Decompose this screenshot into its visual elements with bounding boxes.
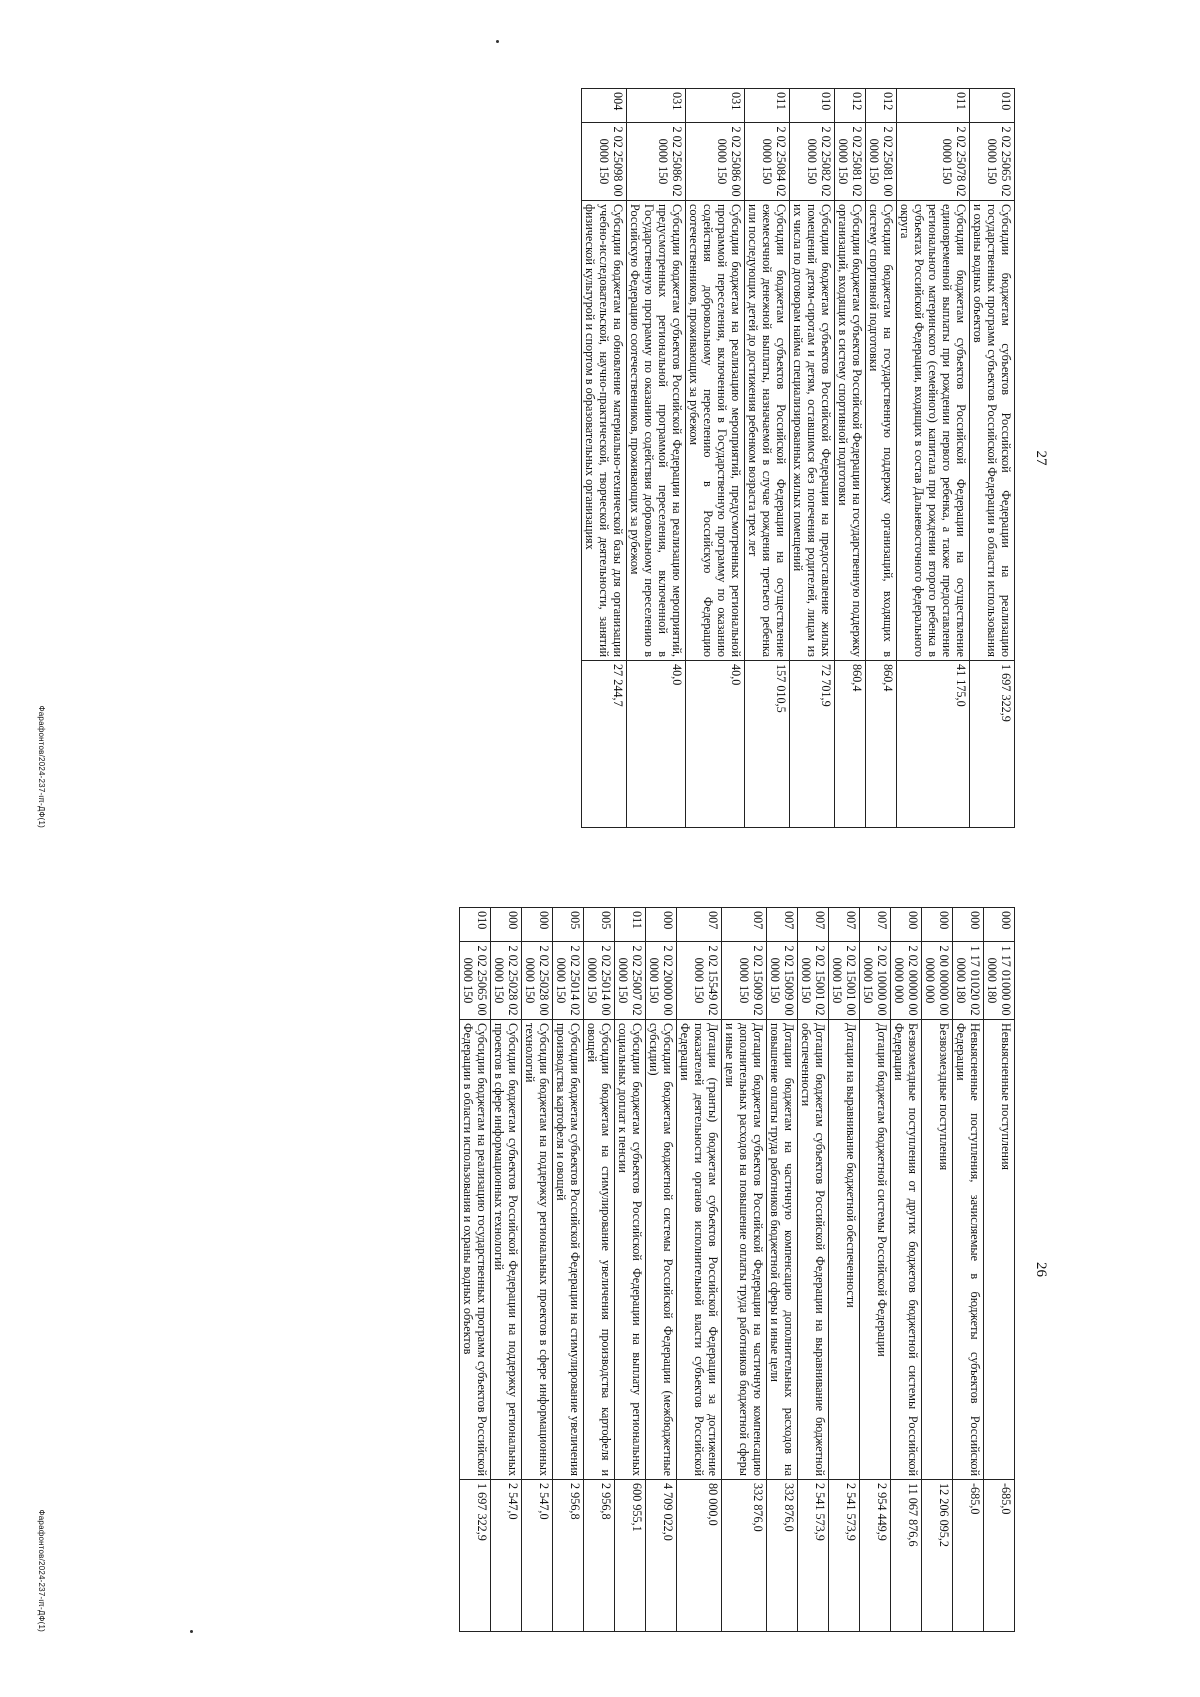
admin-code-cell: 000 (491, 908, 522, 942)
budget-code-cell: 2 02 25082 02 0000 150 (790, 123, 835, 201)
budget-code-cell: 2 02 25078 02 0000 150 (897, 123, 970, 201)
page-number: 27 (1033, 450, 1049, 466)
budget-code-cell: 2 02 15001 00 0000 150 (829, 942, 860, 1020)
table-row (553, 908, 584, 1632)
table-row (835, 89, 866, 828)
budget-code-cell: 2 02 15009 02 0000 150 (722, 942, 767, 1020)
amount-cell: 72 701,9 (790, 661, 835, 828)
amount-cell: 1 697 322,9 (970, 661, 1015, 828)
admin-code-cell: 007 (767, 908, 798, 942)
budget-code-cell: 2 02 25028 02 0000 150 (491, 942, 522, 1020)
amount-cell: 40,0 (686, 661, 745, 828)
revenue-name-cell: Субсидии бюджетам на стимулирование увеличения производства картофеля и овощей (584, 1020, 615, 1480)
amount-cell: 332 876,0 (722, 1480, 767, 1632)
revenue-name-cell: Субсидии бюджетам субъектов Российской Федерации на государственную поддержку организаций, входящих в систему спортивной подготовки (835, 201, 866, 661)
admin-code-cell: 000 (984, 908, 1015, 942)
budget-code-cell: 1 17 01000 00 0000 180 (984, 942, 1015, 1020)
revenue-name-cell: Субсидии бюджетам на обновление материально-технической базы для организации учебно-исследовательской, научно-практической, творческой деятельности, занятий физической культурой и спортом в образовательных организациях (582, 201, 627, 661)
amount-cell: 27 244,7 (582, 661, 627, 828)
admin-code-cell: 007 (860, 908, 891, 942)
budget-code-cell: 2 02 25065 02 0000 150 (970, 123, 1015, 201)
revenue-name-cell: Дотации бюджетам субъектов Российской Федерации на частичную компенсацию дополнительных расходов на повышение оплаты труда работников бюджетной сферы и иные цели (722, 1020, 767, 1480)
table-row (627, 89, 686, 828)
amount-cell: 12 206 095,2 (922, 1480, 953, 1632)
table-row (615, 908, 646, 1632)
revenue-name-cell: Субсидии бюджетам субъектов Российской Федерации на осуществление ежемесячной денежной выплаты, назначаемой в случае рождения третьего ребенка или последующих детей до достижения ребенком возраста трех лет (745, 201, 790, 661)
revenue-table (581, 88, 1015, 828)
table-row (745, 89, 790, 828)
admin-code-cell: 011 (615, 908, 646, 942)
admin-code-cell: 010 (970, 89, 1015, 123)
table-body (460, 908, 1015, 1632)
page-27 (37, 88, 1049, 828)
scan-speck (496, 40, 499, 43)
amount-cell: 2 541 573,9 (829, 1480, 860, 1632)
budget-code-cell: 2 02 25084 02 0000 150 (745, 123, 790, 201)
admin-code-cell: 007 (722, 908, 767, 942)
table-row (582, 89, 627, 828)
budget-code-cell: 2 02 20000 00 0000 150 (646, 942, 677, 1020)
amount-cell: 157 010,5 (745, 661, 790, 828)
table-row (722, 908, 767, 1632)
document-footer: Фарафонтов/2024-237-ιπ-ДФ(1) (37, 705, 46, 828)
document-footer: Фарафонтов/2024-237-ιπ-ДФ(1) (37, 1509, 46, 1632)
budget-code-cell: 2 02 00000 00 0000 000 (891, 942, 922, 1020)
amount-cell: 2 547,0 (491, 1480, 522, 1632)
revenue-name-cell: Субсидии бюджетам субъектов Российской Федерации на предоставление жилых помещений детям-сиротам и детям, оставшимся без попечения родителей, лицам из их числа по договорам найма специализированных жилых помещений (790, 201, 835, 661)
amount-cell: 2 954 449,9 (860, 1480, 891, 1632)
revenue-name-cell: Дотации бюджетам субъектов Российской Федерации на выравнивание бюджетной обеспеченности (798, 1020, 829, 1480)
budget-code-cell: 2 02 25014 00 0000 150 (584, 942, 615, 1020)
admin-code-cell: 007 (829, 908, 860, 942)
budget-code-cell: 2 02 25098 00 0000 150 (582, 123, 627, 201)
budget-code-cell: 2 02 15009 00 0000 150 (767, 942, 798, 1020)
table-row (677, 908, 722, 1632)
revenue-name-cell: Дотации (гранты) бюджетам субъектов Российской Федерации за достижение показателей деятельности органов исполнительной власти субъектов Российской Федерации (677, 1020, 722, 1480)
admin-code-cell: 010 (460, 908, 491, 942)
budget-code-cell: 2 00 00000 00 0000 000 (922, 942, 953, 1020)
budget-code-cell: 2 02 25081 02 0000 150 (835, 123, 866, 201)
page-number: 26 (1033, 1262, 1049, 1277)
amount-cell: 4 709 022,0 (646, 1480, 677, 1632)
revenue-name-cell: Дотации бюджетам на частичную компенсацию дополнительных расходов на повышение оплаты труда работников бюджетной сферы и иные цели (767, 1020, 798, 1480)
table-row (491, 908, 522, 1632)
admin-code-cell: 007 (677, 908, 722, 942)
budget-code-cell: 2 02 10000 00 0000 150 (860, 942, 891, 1020)
table-row (866, 89, 897, 828)
table-row (860, 908, 891, 1632)
amount-cell: -685,0 (953, 1480, 984, 1632)
table-row (798, 908, 829, 1632)
table-row (922, 908, 953, 1632)
amount-cell: 2 956,8 (553, 1480, 584, 1632)
admin-code-cell: 012 (835, 89, 866, 123)
table-body (582, 89, 1015, 828)
amount-cell: 80 000,0 (677, 1480, 722, 1632)
amount-cell: 2 541 573,9 (798, 1480, 829, 1632)
revenue-name-cell: Субсидии бюджетам субъектов Российской Федерации на реализацию государственных программ субъектов Российской Федерации в области использования и охраны водных объектов (970, 201, 1015, 661)
table-row (646, 908, 677, 1632)
amount-cell: 1 697 322,9 (460, 1480, 491, 1632)
budget-code-cell: 2 02 25014 02 0000 150 (553, 942, 584, 1020)
revenue-name-cell: Субсидии бюджетам субъектов Российской Федерации на осуществление единовременной выплаты при рождении первого ребенка, а также предоставление регионального материнского (семейного) капитала при рождении второго ребенка в субъектах Российской Федерации, входящих в состав Дальневосточного федерального округа (897, 201, 970, 661)
table-row (584, 908, 615, 1632)
table-row (686, 89, 745, 828)
admin-code-cell: 005 (553, 908, 584, 942)
amount-cell: 11 067 876,6 (891, 1480, 922, 1632)
table-row (522, 908, 553, 1632)
revenue-name-cell: Субсидии бюджетам на поддержку региональных проектов в сфере информационных технологий (522, 1020, 553, 1480)
admin-code-cell: 031 (627, 89, 686, 123)
admin-code-cell: 011 (897, 89, 970, 123)
amount-cell: 2 956,8 (584, 1480, 615, 1632)
amount-cell: 860,4 (866, 661, 897, 828)
admin-code-cell: 012 (866, 89, 897, 123)
admin-code-cell: 005 (584, 908, 615, 942)
table-row (891, 908, 922, 1632)
admin-code-cell: 004 (582, 89, 627, 123)
revenue-name-cell: Невыясненные поступления (984, 1020, 1015, 1480)
budget-code-cell: 2 02 25081 00 0000 150 (866, 123, 897, 201)
table-row (790, 89, 835, 828)
revenue-name-cell: Субсидии бюджетам субъектов Российской Федерации на выплату региональных социальных доплат к пенсии (615, 1020, 646, 1480)
revenue-name-cell: Безвозмездные поступления (922, 1020, 953, 1480)
admin-code-cell: 000 (953, 908, 984, 942)
revenue-name-cell: Субсидии бюджетам субъектов Российской Федерации на реализацию мероприятий, предусмотренных региональной программой переселения, включенной в Государственную программу по оказанию содействия добровольному переселению в Российскую Федерацию соотечественников, проживающих за рубежом (627, 201, 686, 661)
revenue-name-cell: Субсидии бюджетам субъектов Российской Федерации на стимулирование увеличения производства картофеля и овощей (553, 1020, 584, 1480)
budget-code-cell: 2 02 15001 02 0000 150 (798, 942, 829, 1020)
budget-code-cell: 2 02 15549 02 0000 150 (677, 942, 722, 1020)
admin-code-cell: 000 (922, 908, 953, 942)
admin-code-cell: 011 (745, 89, 790, 123)
amount-cell: 860,4 (835, 661, 866, 828)
revenue-name-cell: Субсидии бюджетам на государственную поддержку организаций, входящих в систему спортивной подготовки (866, 201, 897, 661)
admin-code-cell: 000 (891, 908, 922, 942)
revenue-name-cell: Субсидии бюджетам на реализацию государственных программ субъектов Российской Федерации в области использования и охраны водных объектов (460, 1020, 491, 1480)
revenue-name-cell: Субсидии бюджетам бюджетной системы Российской Федерации (межбюджетные субсидии) (646, 1020, 677, 1480)
admin-code-cell: 031 (686, 89, 745, 123)
amount-cell: 40,0 (627, 661, 686, 828)
revenue-name-cell: Дотации бюджетам бюджетной системы Российской Федерации (860, 1020, 891, 1480)
revenue-name-cell: Субсидии бюджетам субъектов Российской Федерации на поддержку региональных проектов в сфере информационных технологий (491, 1020, 522, 1480)
budget-code-cell: 2 02 25086 00 0000 150 (686, 123, 745, 201)
revenue-name-cell: Невыясненные поступления, зачисляемые в бюджеты субъектов Российской Федерации (953, 1020, 984, 1480)
amount-cell: 2 547,0 (522, 1480, 553, 1632)
scan-speck (190, 1630, 193, 1633)
budget-code-cell: 2 02 25007 02 0000 150 (615, 942, 646, 1020)
amount-cell: -685,0 (984, 1480, 1015, 1632)
admin-code-cell: 010 (790, 89, 835, 123)
budget-code-cell: 1 17 01020 02 0000 180 (953, 942, 984, 1020)
table-row (953, 908, 984, 1632)
amount-cell: 600 955,1 (615, 1480, 646, 1632)
table-row (460, 908, 491, 1632)
table-row (767, 908, 798, 1632)
admin-code-cell: 000 (522, 908, 553, 942)
table-row (829, 908, 860, 1632)
table-row (984, 908, 1015, 1632)
revenue-name-cell: Безвозмездные поступления от других бюджетов бюджетной системы Российской Федерации (891, 1020, 922, 1480)
budget-code-cell: 2 02 25086 02 0000 150 (627, 123, 686, 201)
table-row (897, 89, 970, 828)
revenue-name-cell: Дотации на выравнивание бюджетной обеспеченности (829, 1020, 860, 1480)
page-26 (37, 907, 1049, 1632)
admin-code-cell: 000 (646, 908, 677, 942)
budget-code-cell: 2 02 25028 00 0000 150 (522, 942, 553, 1020)
revenue-name-cell: Субсидии бюджетам на реализацию мероприятий, предусмотренных региональной программой переселения, включенной в Государственную программу по оказанию содействия добровольному переселению в Российскую Федерацию соотечественников, проживающих за рубежом (686, 201, 745, 661)
amount-cell: 41 175,0 (897, 661, 970, 828)
admin-code-cell: 007 (798, 908, 829, 942)
table-row (970, 89, 1015, 828)
budget-code-cell: 2 02 25065 00 0000 150 (460, 942, 491, 1020)
revenue-table (459, 907, 1015, 1632)
amount-cell: 332 876,0 (767, 1480, 798, 1632)
